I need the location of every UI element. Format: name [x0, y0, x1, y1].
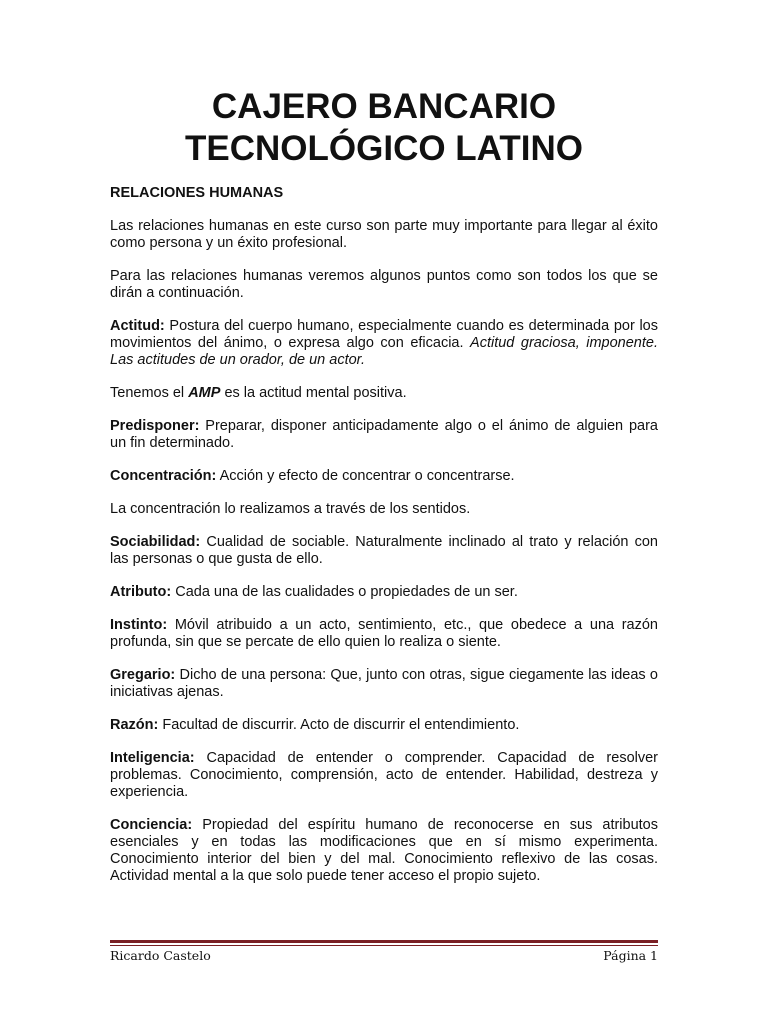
definition-sociabilidad [110, 534, 658, 568]
amp-emphasis: AMP [188, 385, 221, 401]
concentracion-note: La concentración lo realizamos a través de los sentidos. [110, 501, 471, 517]
document-page [110, 0, 658, 1024]
document-body [110, 185, 658, 901]
amp-paragraph [110, 385, 658, 402]
definition-text-actitud: Postura del cuerpo humano, especialmente cuando es determinada por los movimientos del ánimo, o expresa algo con eficacia. [110, 318, 658, 351]
definition-concentracion [110, 468, 658, 485]
intro-paragraph-2: Para las relaciones humanas veremos algunos puntos como son todos los que se dirán a continuación. [110, 268, 658, 301]
definition-predisponer [110, 418, 658, 452]
term-actitud: Actitud: [110, 318, 165, 334]
definition-text-inteligencia: Capacidad de entender o comprender. Capacidad de resolver problemas. Conocimiento, comprensión, acto de entender. Habilidad, destreza y experiencia. [110, 750, 658, 800]
title-line-1: CAJERO BANCARIO [211, 87, 557, 126]
definition-text-instinto: Móvil atribuido a un acto, sentimiento, etc., que obedece a una razón profunda, sin que se percate de ello quien lo realiza o siente. [110, 617, 658, 650]
term-inteligencia: Inteligencia: [110, 750, 195, 766]
footer-divider-thin [110, 945, 658, 946]
definition-actitud [110, 318, 658, 369]
footer-page-number: Página 1 [603, 948, 658, 963]
definition-text-concentracion: Acción y efecto de concentrar o concentrarse. [216, 468, 515, 484]
term-conciencia: Conciencia: [110, 817, 193, 833]
term-atributo: Atributo: [110, 584, 172, 600]
definition-razon [110, 717, 658, 734]
amp-after: es la actitud mental positiva. [220, 385, 407, 401]
amp-before: Tenemos el [110, 385, 189, 401]
definition-text-sociabilidad: Cualidad de sociable. Naturalmente inclinado al trato y relación con las personas o que gusta de ello. [110, 534, 658, 567]
footer-divider [110, 940, 658, 946]
term-instinto: Instinto: [110, 617, 168, 633]
title-line-2: TECNOLÓGICO LATINO [185, 129, 583, 168]
definition-text-conciencia: Propiedad del espíritu humano de reconocerse en sus atributos esenciales y en todas las modificaciones que en sí mismo experimenta. Conocimiento interior del bien y del mal. Conocimiento reflexivo de las cosas. Actividad mental a la que solo puede tener acceso el propio sujeto. [110, 817, 658, 884]
definition-conciencia [110, 817, 658, 885]
term-predisponer: Predisponer: [110, 418, 200, 434]
document-title [110, 86, 658, 170]
definition-atributo [110, 584, 658, 601]
definition-text-razon: Facultad de discurrir. Acto de discurrir el entendimiento. [158, 717, 520, 733]
section-heading: RELACIONES HUMANAS [110, 185, 284, 201]
footer-divider-thick [110, 940, 658, 943]
term-razon: Razón: [110, 717, 159, 733]
example-actitud: Actitud graciosa, imponente. Las actitudes de un orador, de un actor. [110, 335, 658, 368]
definition-instinto [110, 617, 658, 651]
definition-gregario [110, 667, 658, 701]
definition-text-atributo: Cada una de las cualidades o propiedades de un ser. [171, 584, 518, 600]
footer-author: Ricardo Castelo [110, 948, 211, 963]
term-sociabilidad: Sociabilidad: [110, 534, 201, 550]
definition-text-predisponer: Preparar, disponer anticipadamente algo o el ánimo de alguien para un fin determinado. [110, 418, 658, 451]
term-concentracion: Concentración: [110, 468, 217, 484]
definition-text-gregario: Dicho de una persona: Que, junto con otras, sigue ciegamente las ideas o iniciativas ajenas. [110, 667, 658, 700]
intro-paragraph-1: Las relaciones humanas en este curso son parte muy importante para llegar al éxito como persona y un éxito profesional. [110, 218, 658, 251]
term-gregario: Gregario: [110, 667, 176, 683]
definition-inteligencia [110, 750, 658, 801]
